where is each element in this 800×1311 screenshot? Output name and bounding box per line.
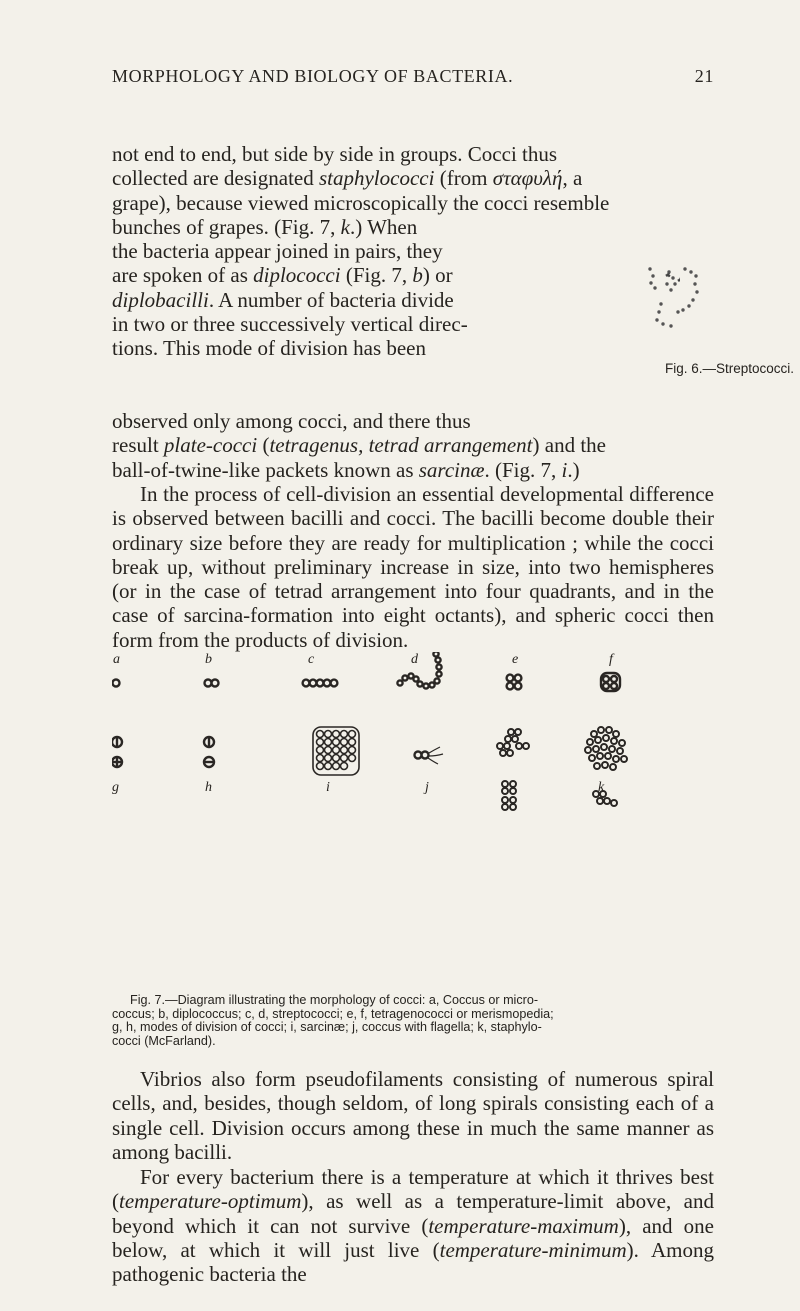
fig7-label-j: j — [425, 780, 429, 795]
fig7-label-d: d — [411, 652, 418, 667]
fig7-label-e: e — [512, 652, 519, 667]
running-title: MORPHOLOGY AND BIOLOGY OF BACTERIA. — [112, 66, 514, 86]
fig7-label-i: i — [326, 780, 330, 795]
tetragenococcus-e — [507, 675, 522, 690]
figure-6 — [560, 236, 795, 406]
text-line: tions. This mode of division has been — [112, 336, 427, 361]
staphylococci-k — [585, 727, 627, 806]
text-line: observed only among cocci, and there thus — [112, 409, 471, 433]
tetragenococcus-cluster — [497, 729, 529, 810]
caption-line: g, h, modes of division of cocci; i, sarcinæ; j, coccus with flagella; k, staphylo- — [112, 1020, 542, 1034]
fig7-label-a: a — [113, 652, 120, 667]
paragraph-text: Vibrios also form pseudofilaments consisting of numerous spiral cells, and, besides, though seldom, of long spirals consisting each of a single cell. Division occurs among these in much the same manner as among bacilli. — [112, 1067, 714, 1164]
text-line: collected are designated staphylococci (from σταφυλή, a — [112, 166, 583, 191]
tetragenococcus-f — [601, 673, 620, 691]
paragraph-text: For every bacterium there is a temperature at which it thrives best (temperature-optimum), as well as a temperature-limit above, and beyond which it can not survive (temperature-maximum), and one below, at which it will just live (temperature-minimum). Among pathogenic bacteria the — [112, 1165, 714, 1287]
text-line: not end to end, but side by side in groups. Cocci thus — [112, 142, 558, 166]
fig7-label-k: k — [598, 780, 605, 795]
fig7-label-h: h — [205, 780, 212, 795]
text-line: in two or three successively vertical direc- — [112, 311, 468, 336]
text-line: ball-of-twine-like packets known as sarcinæ. (Fig. 7, i.) — [112, 457, 580, 482]
paragraph-text: In the process of cell-division an essential developmental difference is observed between bacilli and cocci. The bacilli become double their ordinary size before they are ready for multiplication ; while the cocci break up, without preliminary increase in size, into two hemispheres (or in the case of tetrad arrangement into four quadrants, and in the case of sarcina-formation into eight octants), and spheric cocci then form from the products of division. — [112, 482, 714, 652]
caption-line: Fig. 7.—Diagram illustrating the morphology of cocci: a, Coccus or micro- — [130, 993, 539, 1007]
figure-6-caption: Fig. 6.—Streptococci. — [665, 361, 795, 376]
caption-line: cocci (McFarland). — [112, 1033, 216, 1048]
coccus-a — [113, 680, 120, 687]
fig7-label-c: c — [308, 652, 315, 667]
streptococcus-c — [303, 680, 338, 687]
cocci-division-diagram — [112, 712, 714, 837]
text-line: the bacteria appear joined in pairs, they — [112, 239, 443, 263]
fig7-label-f: f — [609, 652, 613, 667]
figure-7 — [112, 652, 714, 994]
paragraph-plate-cocci — [112, 409, 714, 482]
sarcina-i — [313, 727, 359, 775]
text-line: diplobacilli. A number of bacteria divide — [112, 287, 454, 312]
streptococcus-d — [397, 652, 441, 689]
text-line: grape), because viewed microscopically the cocci resemble — [112, 190, 610, 215]
page-number: 21 — [694, 66, 714, 86]
paragraph-temperature — [112, 1165, 714, 1286]
text-line: result plate-cocci (tetragenus, tetrad arrangement) and the — [112, 433, 606, 458]
paragraph-cell-division — [112, 482, 714, 652]
caption-line: coccus; b, diplococcus; c, d, streptococci; e, f, tetragenococci or merismopedia; — [112, 1006, 554, 1021]
flagellated-coccus-j — [415, 747, 444, 764]
text-line: are spoken of as diplococci (Fig. 7, b) or — [112, 263, 453, 288]
division-mode-h — [204, 736, 214, 767]
diplococcus-b — [205, 680, 219, 687]
text-line: bunches of grapes. (Fig. 7, k.) When — [112, 214, 418, 239]
paragraph-vibrios — [112, 1067, 714, 1164]
paragraph-diplococci — [112, 239, 560, 360]
paragraph-staphylococci — [112, 142, 714, 239]
division-mode-g — [112, 736, 122, 767]
fig7-label-g: g — [112, 780, 119, 795]
figure-7-caption — [112, 994, 714, 1048]
fig7-label-b: b — [205, 652, 212, 667]
